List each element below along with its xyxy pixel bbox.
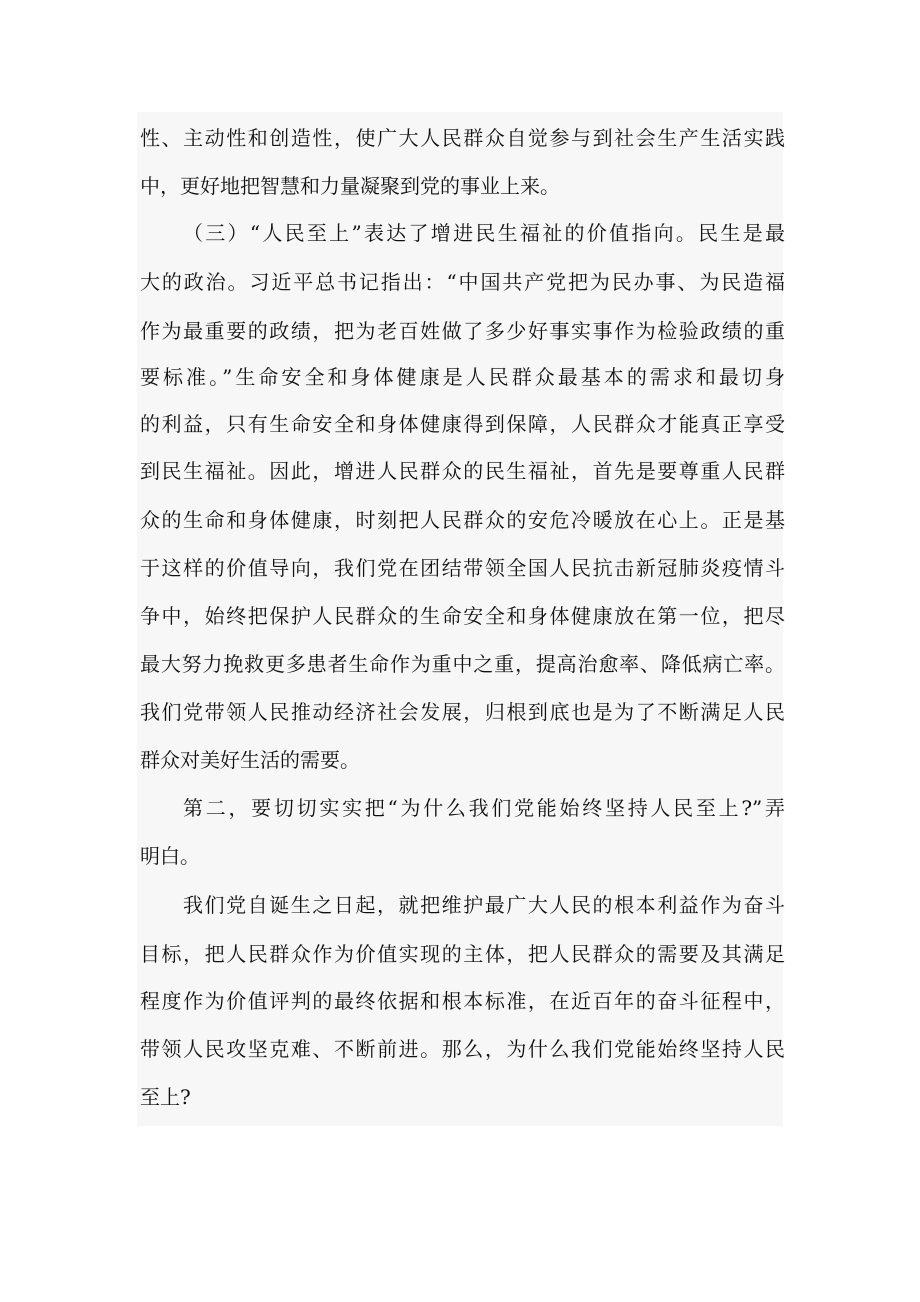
paragraph-3-line-1: 第二，要切切实实把“为什么我们党能始终坚持人民至上?”弄 bbox=[183, 796, 785, 820]
paragraph-2-line-12: 群众对美好生活的需要。 bbox=[140, 748, 360, 772]
paragraph-4-line-1: 我们党自诞生之日起，就把维护最广大人民的根本利益作为奋斗 bbox=[183, 893, 785, 917]
paragraph-4-line-2: 目标，把人民群众作为价值实现的主体，把人民群众的需要及其满足 bbox=[140, 942, 785, 966]
paragraph-2-line-9: 争中，始终把保护人民群众的生命安全和身体健康放在第一位，把尽 bbox=[140, 604, 785, 628]
paragraph-4-line-5: 至上? bbox=[140, 1085, 191, 1109]
paragraph-2-line-4: 要标准。”生命安全和身体健康是人民群众最基本的需求和最切身 bbox=[140, 365, 785, 389]
paragraph-2-line-6: 到民生福祉。因此，增进人民群众的民生福祉，首先是要尊重人民群 bbox=[140, 459, 785, 483]
paragraph-2-line-8: 于这样的价值导向，我们党在团结带领全国人民抗击新冠肺炎疫情斗 bbox=[140, 556, 785, 580]
paragraph-2-line-10: 最大努力挽救更多患者生命作为重中之重，提高治愈率、降低病亡率。 bbox=[140, 652, 785, 676]
paragraph-2-line-7: 众的生命和身体健康，时刻把人民群众的安危冷暖放在心上。正是基 bbox=[140, 508, 785, 532]
paragraph-2-line-11: 我们党带领人民推动经济社会发展，归根到底也是为了不断满足人民 bbox=[140, 700, 785, 724]
paragraph-2-line-1: （三）“人民至上”表达了增进民生福祉的价值指向。民生是最 bbox=[183, 221, 785, 245]
paragraph-1-line-2: 中，更好地把智慧和力量凝聚到党的事业上来。 bbox=[140, 174, 560, 198]
paragraph-1-line-1: 性、主动性和创造性，使广大人民群众自觉参与到社会生产生活实践 bbox=[140, 126, 785, 150]
paragraph-2-line-3: 作为最重要的政绩，把为老百姓做了多少好事实事作为检验政绩的重 bbox=[140, 319, 785, 343]
paragraph-3-line-2: 明白。 bbox=[140, 844, 200, 868]
paragraph-4-line-4: 带领人民攻坚克难、不断前进。那么，为什么我们党能始终坚持人民 bbox=[140, 1037, 785, 1061]
paragraph-2-line-2: 大的政治。习近平总书记指出：“中国共产党把为民办事、为民造福 bbox=[140, 270, 785, 294]
paragraph-4-line-3: 程度作为价值评判的最终依据和根本标准，在近百年的奋斗征程中， bbox=[140, 989, 785, 1013]
paragraph-2-line-5: 的利益，只有生命安全和身体健康得到保障，人民群众才能真正享受 bbox=[140, 412, 785, 436]
